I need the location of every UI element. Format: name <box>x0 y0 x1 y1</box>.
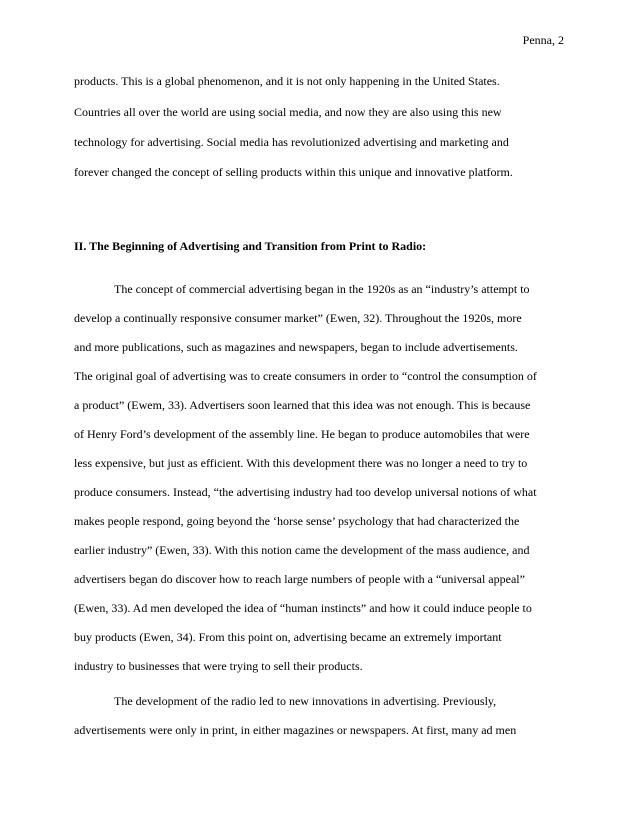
text-line: The original goal of advertising was to create consumers in order to “control the consumption of <box>74 369 537 383</box>
text-line: makes people respond, going beyond the ‘horse sense’ psychology that had characterized the <box>74 514 520 528</box>
section-heading: II. The Beginning of Advertising and Transition from Print to Radio: <box>74 239 427 253</box>
text-line: forever changed the concept of selling products within this unique and innovative platform. <box>74 165 513 179</box>
text-line: The concept of commercial advertising began in the 1920s as an “industry’s attempt to <box>114 282 530 296</box>
text-line: and more publications, such as magazines and newspapers, began to include advertisements. <box>74 340 518 354</box>
text-line: less expensive, but just as efficient. With this development there was no longer a need to try to <box>74 456 528 470</box>
text-line: industry to businesses that were trying to sell their products. <box>74 659 363 673</box>
text-line: (Ewen, 33). Ad men developed the idea of “human instincts” and how it could induce people to <box>74 601 532 615</box>
text-line: develop a continually responsive consumer market” (Ewen, 32). Throughout the 1920s, more <box>74 311 522 325</box>
text-line: advertisers began do discover how to reach large numbers of people with a “universal appeal” <box>74 572 525 586</box>
text-line: a product” (Ewem, 33). Advertisers soon learned that this idea was not enough. This is because <box>74 398 531 412</box>
text-line: products. This is a global phenomenon, and it is not only happening in the United States. <box>74 74 500 88</box>
text-line: The development of the radio led to new innovations in advertising. Previously, <box>114 694 497 708</box>
text-line: advertisements were only in print, in either magazines or newspapers. At first, many ad men <box>74 723 517 737</box>
text-line: buy products (Ewen, 34). From this point on, advertising became an extremely important <box>74 630 502 644</box>
text-line: of Henry Ford’s development of the assembly line. He began to produce automobiles that were <box>74 427 530 441</box>
running-head: Penna, 2 <box>522 33 564 47</box>
text-line: earlier industry” (Ewen, 33). With this notion came the development of the mass audience, and <box>74 543 530 557</box>
text-line: technology for advertising. Social media has revolutionized advertising and marketing and <box>74 135 509 149</box>
text-line: Countries all over the world are using social media, and now they are also using this new <box>74 105 502 119</box>
text-line: produce consumers. Instead, “the advertising industry had too develop universal notions of what <box>74 485 537 499</box>
